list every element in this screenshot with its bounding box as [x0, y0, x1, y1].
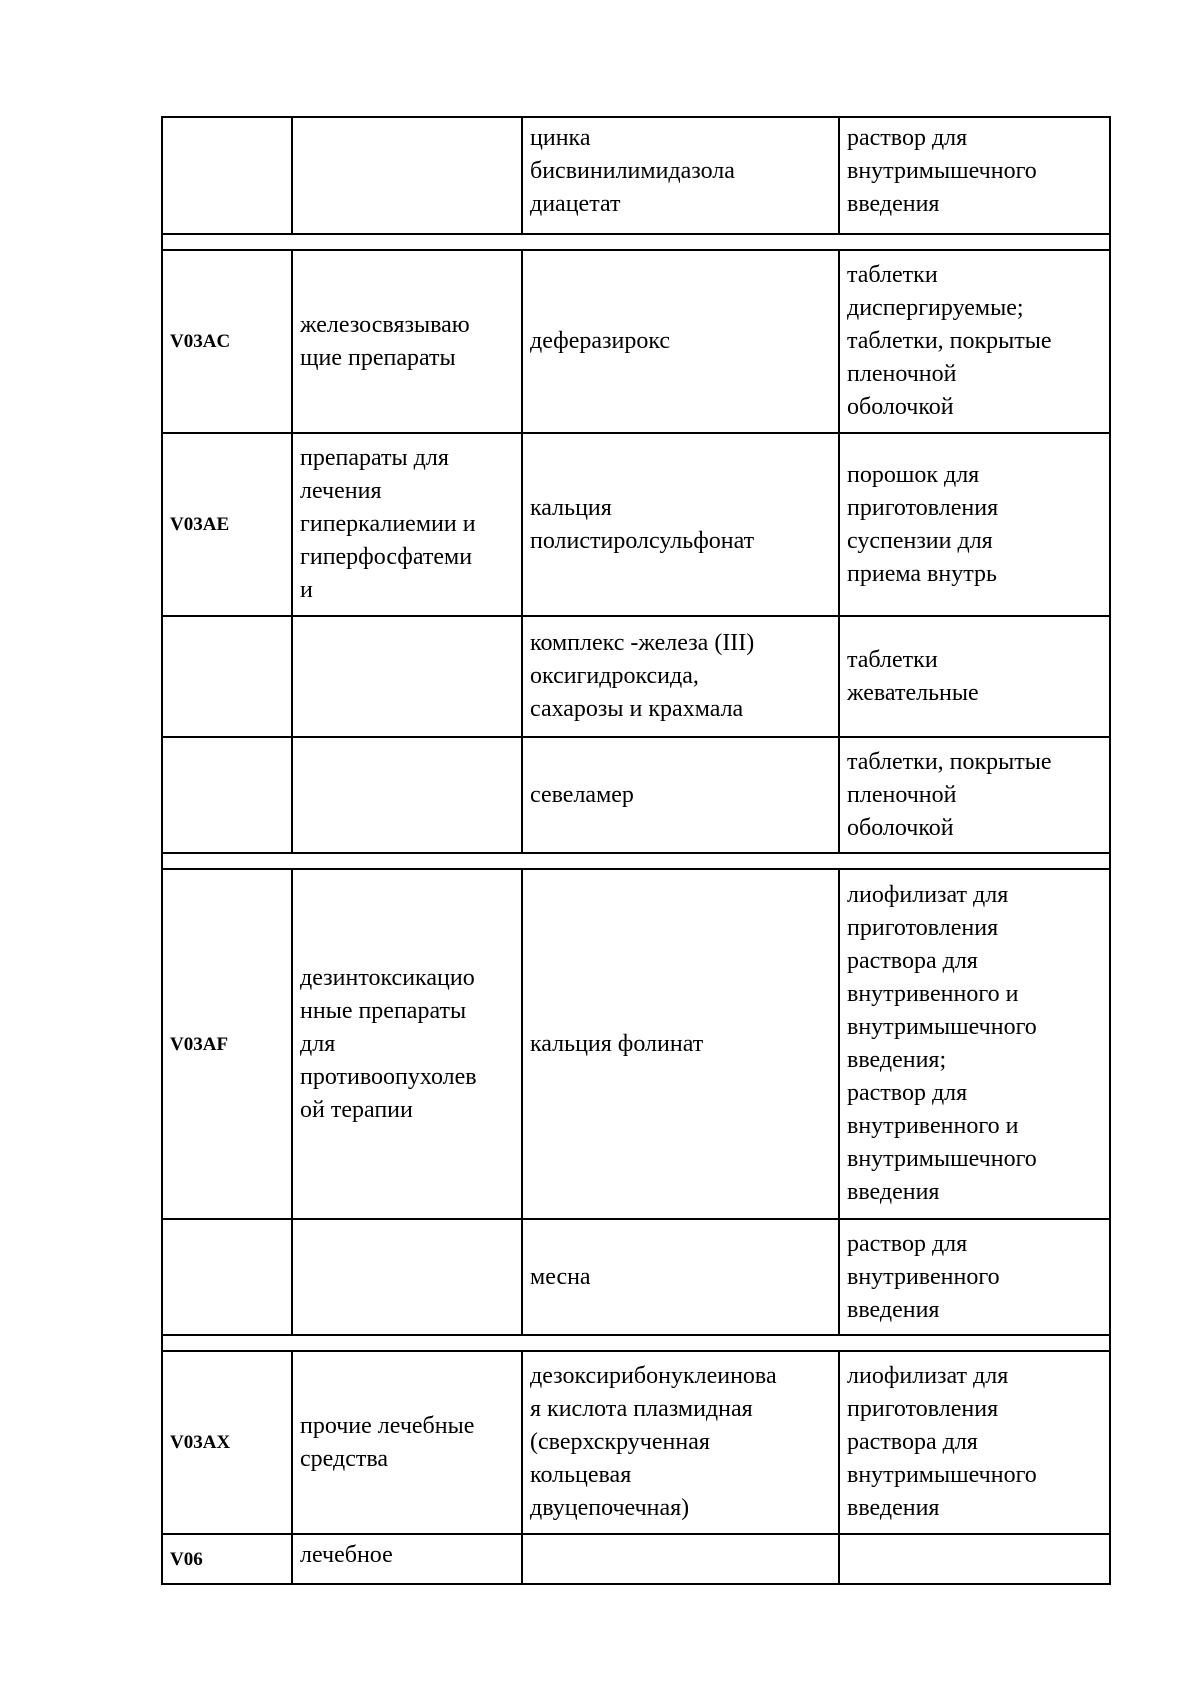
dosage-form-cell: раствор для внутривенного введения: [839, 1219, 1110, 1335]
table-row: [162, 869, 1110, 1219]
substance-cell: [522, 1534, 839, 1584]
dosage-form-cell: [839, 1534, 1110, 1584]
group-cell: лечебное: [292, 1534, 522, 1584]
table-row: [162, 1351, 1110, 1534]
group-cell: [292, 117, 522, 234]
dosage-form-cell: таблетки жевательные: [839, 616, 1110, 737]
table-row: [162, 1534, 1110, 1584]
dosage-form-cell: таблетки, покрытые пленочной оболочкой: [839, 737, 1110, 853]
substance-cell: месна: [522, 1219, 839, 1335]
drug-table: [161, 116, 1111, 1585]
table-row: [162, 1219, 1110, 1335]
row-separator: [162, 853, 1110, 869]
atc-code-cell: [162, 616, 292, 737]
atc-code-cell: V06: [162, 1534, 292, 1584]
table-row: [162, 616, 1110, 737]
group-cell: [292, 616, 522, 737]
table-row: [162, 117, 1110, 234]
row-separator: [162, 1335, 1110, 1351]
atc-code-cell: V03AE: [162, 433, 292, 616]
group-cell: [292, 737, 522, 853]
dosage-form-cell: раствор для внутримышечного введения: [839, 117, 1110, 234]
dosage-form-cell: таблетки диспергируемые; таблетки, покрытые пленочной оболочкой: [839, 250, 1110, 433]
table-row: [162, 250, 1110, 433]
dosage-form-cell: лиофилизат для приготовления раствора для внутривенного и внутримышечного введения; раствор для внутривенного и внутримышечного введения: [839, 869, 1110, 1219]
substance-cell: кальция полистиролсульфонат: [522, 433, 839, 616]
table-row: [162, 737, 1110, 853]
substance-cell: деферазирокс: [522, 250, 839, 433]
substance-cell: комплекс -железа (III) оксигидроксида, сахарозы и крахмала: [522, 616, 839, 737]
atc-code-cell: [162, 117, 292, 234]
dosage-form-cell: порошок для приготовления суспензии для приема внутрь: [839, 433, 1110, 616]
row-separator: [162, 234, 1110, 250]
dosage-form-cell: лиофилизат для приготовления раствора для внутримышечного введения: [839, 1351, 1110, 1534]
atc-code-cell: V03AF: [162, 869, 292, 1219]
group-cell: препараты для лечения гиперкалиемии и гиперфосфатеми и: [292, 433, 522, 616]
substance-cell: дезоксирибонуклеинова я кислота плазмидная (сверхскрученная кольцевая двуцепочечная): [522, 1351, 839, 1534]
substance-cell: кальция фолинат: [522, 869, 839, 1219]
group-cell: [292, 1219, 522, 1335]
group-cell: дезинтоксикацио нные препараты для противоопухолев ой терапии: [292, 869, 522, 1219]
table-row: [162, 433, 1110, 616]
group-cell: железосвязываю щие препараты: [292, 250, 522, 433]
atc-code-cell: V03AC: [162, 250, 292, 433]
group-cell: прочие лечебные средства: [292, 1351, 522, 1534]
substance-cell: цинка бисвинилимидазола диацетат: [522, 117, 839, 234]
atc-code-cell: V03AX: [162, 1351, 292, 1534]
atc-code-cell: [162, 1219, 292, 1335]
substance-cell: севеламер: [522, 737, 839, 853]
atc-code-cell: [162, 737, 292, 853]
